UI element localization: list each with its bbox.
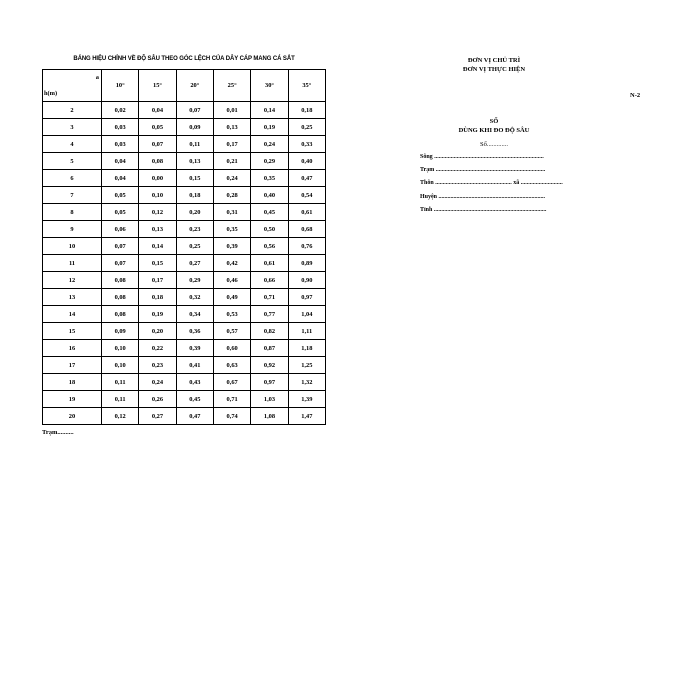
angle-header: 10°	[102, 70, 139, 102]
correction-cell: 0,09	[176, 119, 213, 136]
correction-cell: 0,13	[176, 153, 213, 170]
correction-cell: 0,14	[139, 238, 176, 255]
correction-cell: 0,36	[176, 323, 213, 340]
depth-cell: 16	[43, 340, 102, 357]
correction-cell: 0,24	[213, 170, 250, 187]
depth-cell: 3	[43, 119, 102, 136]
correction-cell: 0,42	[213, 255, 250, 272]
correction-cell: 0,35	[251, 170, 288, 187]
field-dots: .........................................................................	[434, 154, 544, 160]
correction-cell: 0,90	[288, 272, 325, 289]
depth-cell: 7	[43, 187, 102, 204]
correction-cell: 0,23	[139, 357, 176, 374]
correction-cell: 0,71	[251, 289, 288, 306]
correction-cell: 1,25	[288, 357, 325, 374]
correction-cell: 0,15	[139, 255, 176, 272]
correction-cell: 0,24	[139, 374, 176, 391]
correction-cell: 0,23	[176, 221, 213, 238]
correction-cell: 1,04	[288, 306, 325, 323]
correction-cell: 0,19	[139, 306, 176, 323]
correction-cell: 0,76	[288, 238, 325, 255]
field-tinh	[420, 207, 546, 213]
table-row	[43, 306, 326, 323]
book-heading: SỔ	[489, 118, 499, 125]
correction-cell: 0,66	[251, 272, 288, 289]
correction-cell: 0,10	[102, 357, 139, 374]
correction-cell: 0,02	[102, 102, 139, 119]
correction-cell: 0,09	[102, 323, 139, 340]
depth-cell: 13	[43, 289, 102, 306]
table-row	[43, 255, 326, 272]
correction-cell: 0,18	[288, 102, 325, 119]
correction-cell: 0,29	[251, 153, 288, 170]
table-row	[43, 408, 326, 425]
correction-cell: 0,29	[176, 272, 213, 289]
correction-cell: 0,92	[251, 357, 288, 374]
correction-cell: 0,56	[251, 238, 288, 255]
correction-cell: 0,17	[213, 136, 250, 153]
correction-cell: 0,68	[288, 221, 325, 238]
angle-header: 35°	[288, 70, 325, 102]
correction-cell: 0,31	[213, 204, 250, 221]
correction-cell: 0,18	[139, 289, 176, 306]
correction-cell: 0,50	[251, 221, 288, 238]
correction-cell: 0,74	[213, 408, 250, 425]
depth-cell: 10	[43, 238, 102, 255]
depth-correction-table	[42, 69, 326, 425]
table-row	[43, 289, 326, 306]
correction-cell: 0,08	[139, 153, 176, 170]
executing-organization: ĐƠN VỊ THỰC HIỆN	[462, 66, 526, 73]
correction-cell: 0,26	[139, 391, 176, 408]
header-row	[43, 70, 326, 102]
depth-cell: 5	[43, 153, 102, 170]
depth-cell: 12	[43, 272, 102, 289]
correction-cell: 0,27	[176, 255, 213, 272]
correction-cell: 0,45	[251, 204, 288, 221]
correction-cell: 0,60	[213, 340, 250, 357]
correction-cell: 0,24	[251, 136, 288, 153]
corner-cell	[43, 70, 102, 102]
correction-cell: 0,08	[102, 289, 139, 306]
correction-cell: 0,97	[251, 374, 288, 391]
lead-organization: ĐƠN VỊ CHỦ TRÌ	[467, 57, 521, 64]
correction-cell: 1,11	[288, 323, 325, 340]
correction-cell: 0,27	[139, 408, 176, 425]
correction-cell: 0,12	[139, 204, 176, 221]
table-body	[43, 102, 326, 425]
correction-cell: 0,39	[213, 238, 250, 255]
depth-cell: 15	[43, 323, 102, 340]
table-row	[43, 323, 326, 340]
correction-cell: 0,35	[213, 221, 250, 238]
correction-cell: 0,41	[176, 357, 213, 374]
correction-cell: 1,18	[288, 340, 325, 357]
field-label: Tỉnh	[420, 207, 433, 213]
angle-header: 25°	[213, 70, 250, 102]
correction-cell: 0,82	[251, 323, 288, 340]
table-row	[43, 238, 326, 255]
depth-cell: 4	[43, 136, 102, 153]
correction-cell: 1,47	[288, 408, 325, 425]
correction-cell: 0,07	[139, 136, 176, 153]
table-row	[43, 102, 326, 119]
correction-cell: 0,05	[102, 204, 139, 221]
correction-cell: 1,03	[251, 391, 288, 408]
correction-cell: 0,20	[139, 323, 176, 340]
depth-cell: 11	[43, 255, 102, 272]
field-label: xã	[513, 180, 520, 186]
correction-cell: 0,07	[176, 102, 213, 119]
field-dots: ...................................................	[435, 180, 512, 186]
correction-cell: 0,25	[176, 238, 213, 255]
table-row	[43, 391, 326, 408]
correction-cell: 0,39	[176, 340, 213, 357]
field-huyen	[420, 194, 545, 200]
table-title: BẢNG HIỆU CHỈNH VỀ ĐỘ SÂU THEO GÓC LỆCH CỦA DÂY CÁP MANG CÁ SẮT	[73, 56, 295, 62]
depth-cell: 14	[43, 306, 102, 323]
correction-cell: 0,10	[102, 340, 139, 357]
correction-cell: 0,25	[288, 119, 325, 136]
form-code: N-2	[630, 92, 641, 99]
correction-cell: 0,12	[102, 408, 139, 425]
correction-cell: 0,40	[251, 187, 288, 204]
table-footer-station: Trạm..........	[42, 429, 74, 436]
table-row	[43, 187, 326, 204]
correction-cell: 0,43	[176, 374, 213, 391]
correction-cell: 0,00	[139, 170, 176, 187]
correction-cell: 0,08	[102, 272, 139, 289]
correction-cell: 0,87	[251, 340, 288, 357]
depth-axis-label: h(m)	[44, 90, 58, 97]
correction-cell: 0,18	[176, 187, 213, 204]
table-row	[43, 136, 326, 153]
table-row	[43, 153, 326, 170]
correction-cell: 0,61	[251, 255, 288, 272]
correction-cell: 0,04	[139, 102, 176, 119]
correction-cell: 0,13	[139, 221, 176, 238]
correction-cell: 0,04	[102, 153, 139, 170]
field-label: Sông	[420, 154, 433, 160]
correction-cell: 0,57	[213, 323, 250, 340]
correction-cell: 0,21	[213, 153, 250, 170]
correction-cell: 0,01	[213, 102, 250, 119]
table-row	[43, 272, 326, 289]
angle-axis-label: a	[95, 74, 99, 81]
table-row	[43, 221, 326, 238]
table-row	[43, 374, 326, 391]
table-row	[43, 119, 326, 136]
correction-cell: 0,33	[288, 136, 325, 153]
correction-cell: 0,07	[102, 238, 139, 255]
correction-cell: 0,22	[139, 340, 176, 357]
depth-cell: 9	[43, 221, 102, 238]
correction-cell: 0,03	[102, 136, 139, 153]
correction-cell: 0,17	[139, 272, 176, 289]
table-row	[43, 204, 326, 221]
field-tram	[420, 167, 545, 173]
correction-cell: 1,39	[288, 391, 325, 408]
field-label: Trạm	[420, 167, 435, 173]
correction-cell: 0,03	[102, 119, 139, 136]
correction-cell: 0,28	[213, 187, 250, 204]
field-dots: .......................................................................	[438, 194, 546, 200]
field-song	[420, 154, 544, 160]
correction-cell: 0,04	[102, 170, 139, 187]
correction-cell: 1,08	[251, 408, 288, 425]
field-thon-xa	[420, 180, 563, 186]
correction-cell: 0,67	[213, 374, 250, 391]
correction-cell: 0,06	[102, 221, 139, 238]
correction-cell: 0,10	[139, 187, 176, 204]
correction-cell: 0,89	[288, 255, 325, 272]
correction-cell: 0,07	[102, 255, 139, 272]
correction-cell: 0,77	[251, 306, 288, 323]
field-label: Huyện	[420, 194, 438, 200]
depth-cell: 18	[43, 374, 102, 391]
correction-cell: 0,32	[176, 289, 213, 306]
correction-cell: 0,11	[102, 391, 139, 408]
depth-cell: 8	[43, 204, 102, 221]
correction-cell: 0,11	[102, 374, 139, 391]
correction-cell: 0,97	[288, 289, 325, 306]
field-label: Thôn	[420, 180, 434, 186]
correction-cell: 0,13	[213, 119, 250, 136]
correction-cell: 0,45	[176, 391, 213, 408]
correction-cell: 0,46	[213, 272, 250, 289]
depth-cell: 17	[43, 357, 102, 374]
correction-cell: 0,14	[251, 102, 288, 119]
table-row	[43, 340, 326, 357]
field-dots: ............................	[520, 180, 563, 186]
correction-cell: 0,05	[102, 187, 139, 204]
correction-cell: 0,05	[139, 119, 176, 136]
depth-cell: 2	[43, 102, 102, 119]
depth-cell: 6	[43, 170, 102, 187]
depth-cell: 20	[43, 408, 102, 425]
correction-cell: 0,47	[176, 408, 213, 425]
correction-cell: 0,15	[176, 170, 213, 187]
depth-cell: 19	[43, 391, 102, 408]
angle-header: 20°	[176, 70, 213, 102]
table-row	[43, 357, 326, 374]
correction-cell: 0,53	[213, 306, 250, 323]
correction-cell: 0,47	[288, 170, 325, 187]
correction-cell: 0,19	[251, 119, 288, 136]
angle-header: 15°	[139, 70, 176, 102]
correction-cell: 0,20	[176, 204, 213, 221]
correction-cell: 1,32	[288, 374, 325, 391]
correction-cell: 0,49	[213, 289, 250, 306]
correction-cell: 0,63	[213, 357, 250, 374]
field-dots: .........................................................................	[435, 167, 546, 173]
correction-cell: 0,71	[213, 391, 250, 408]
correction-cell: 0,54	[288, 187, 325, 204]
correction-cell: 0,40	[288, 153, 325, 170]
correction-cell: 0,61	[288, 204, 325, 221]
book-number: Số.............	[480, 141, 508, 148]
correction-cell: 0,08	[102, 306, 139, 323]
field-dots: ...........................................................................	[433, 207, 547, 213]
correction-cell: 0,11	[176, 136, 213, 153]
table-row	[43, 170, 326, 187]
angle-header: 30°	[251, 70, 288, 102]
correction-cell: 0,34	[176, 306, 213, 323]
book-title: DÙNG KHI ĐO ĐỘ SÂU	[458, 127, 530, 134]
